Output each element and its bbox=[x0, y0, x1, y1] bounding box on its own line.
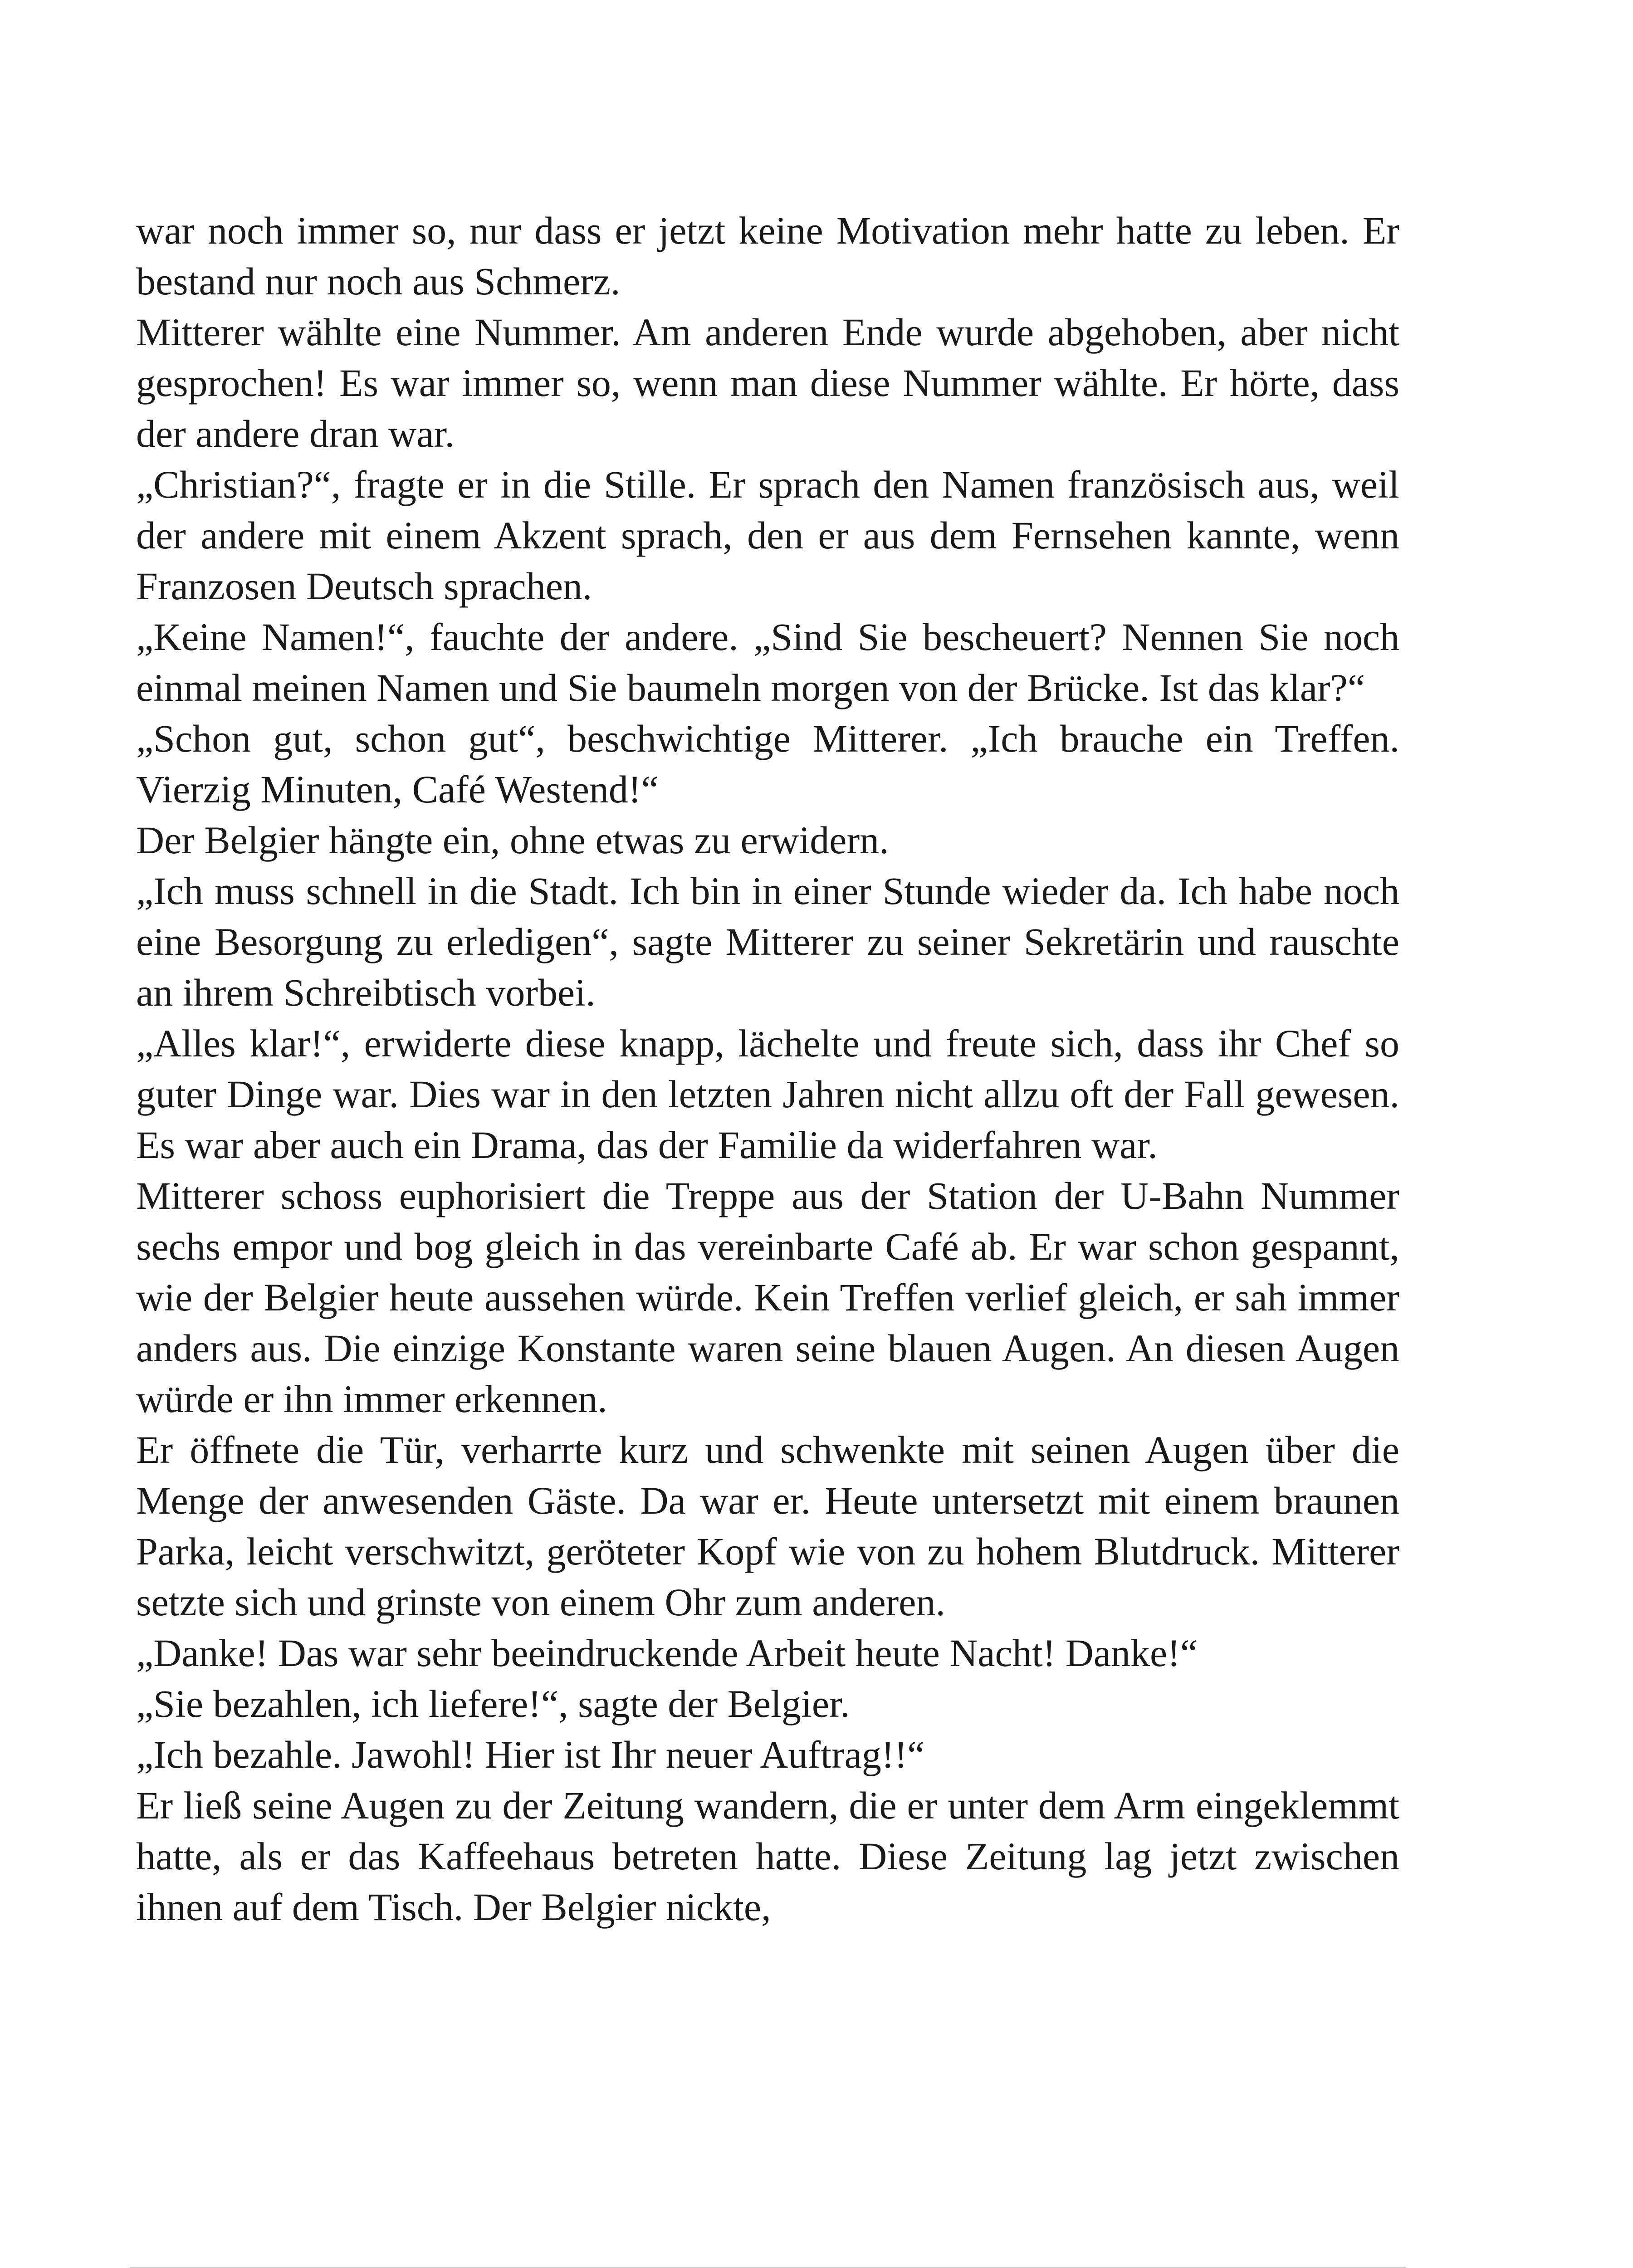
paragraph-7: „Ich muss schnell in die Stadt. Ich bin in einer Stunde wieder da. Ich habe noch eine Besorgung zu erledigen“, sagte Mitterer zu seiner Sekretärin und rauschte an ihrem Schreibtisch vorbei. bbox=[136, 869, 1399, 1014]
paragraph-3: „Christian?“, fragte er in die Stille. Er sprach den Namen französisch aus, weil der andere mit einem Akzent sprach, den er aus dem Fernsehen kannte, wenn Franzosen Deutsch sprachen. bbox=[136, 463, 1399, 608]
paragraph-6: Der Belgier hängte ein, ohne etwas zu erwidern. bbox=[136, 818, 889, 862]
paragraph-8: „Alles klar!“, erwiderte diese knapp, lächelte und freute sich, dass ihr Chef so guter Dinge war. Dies war in den letzten Jahren nicht allzu oft der Fall gewesen. Es war aber auch ein Drama, das der Familie da widerfahren war. bbox=[136, 1022, 1399, 1167]
paragraph-1: war noch immer so, nur dass er jetzt keine Motivation mehr hatte zu leben. Er bestand nur noch aus Schmerz. bbox=[136, 209, 1399, 303]
paragraph-12: „Sie bezahlen, ich liefere!“, sagte der Belgier. bbox=[136, 1682, 850, 1725]
paragraph-5: „Schon gut, schon gut“, beschwichtige Mitterer. „Ich brauche ein Treffen. Vierzig Minuten, Café Westend!“ bbox=[136, 717, 1399, 811]
paragraph-4: „Keine Namen!“, fauchte der andere. „Sind Sie bescheuert? Nennen Sie noch einmal meinen Namen und Sie baumeln morgen von der Brücke. Ist das klar?“ bbox=[136, 615, 1399, 709]
paragraph-9: Mitterer schoss euphorisiert die Treppe aus der Station der U-Bahn Nummer sechs empor und bog gleich in das vereinbarte Café ab. Er war schon gespannt, wie der Belgier heute aussehen würde. Kein Treffen verlief gleich, er sah immer anders aus. Die einzige Konstante waren seine blauen Augen. An diesen Augen würde er ihn immer erkennen. bbox=[136, 1174, 1399, 1421]
paragraph-10: Er öffnete die Tür, verharrte kurz und schwenkte mit seinen Augen über die Menge der anwesenden Gäste. Da war er. Heute untersetzt mit einem braunen Parka, leicht verschwitzt, geröteter Kopf wie von zu hohem Blutdruck. Mitterer setzte sich und grinste von einem Ohr zum anderen. bbox=[136, 1428, 1399, 1624]
paragraph-14: Er ließ seine Augen zu der Zeitung wandern, die er unter dem Arm eingeklemmt hatte, als er das Kaffeehaus betreten hatte. Diese Zeitung lag jetzt zwischen ihnen auf dem Tisch. Der Belgier nickte, bbox=[136, 1784, 1399, 1929]
paragraph-11: „Danke! Das war sehr beeindruckende Arbeit heute Nacht! Danke!“ bbox=[136, 1631, 1198, 1675]
paragraph-13: „Ich bezahle. Jawohl! Hier ist Ihr neuer Auftrag!!“ bbox=[136, 1733, 925, 1776]
paragraph-2: Mitterer wählte eine Nummer. Am anderen Ende wurde abgehoben, aber nicht gesprochen! Es war immer so, wenn man diese Nummer wählte. Er hörte, dass der andere dran war. bbox=[136, 310, 1399, 455]
body-text bbox=[136, 205, 1399, 1932]
